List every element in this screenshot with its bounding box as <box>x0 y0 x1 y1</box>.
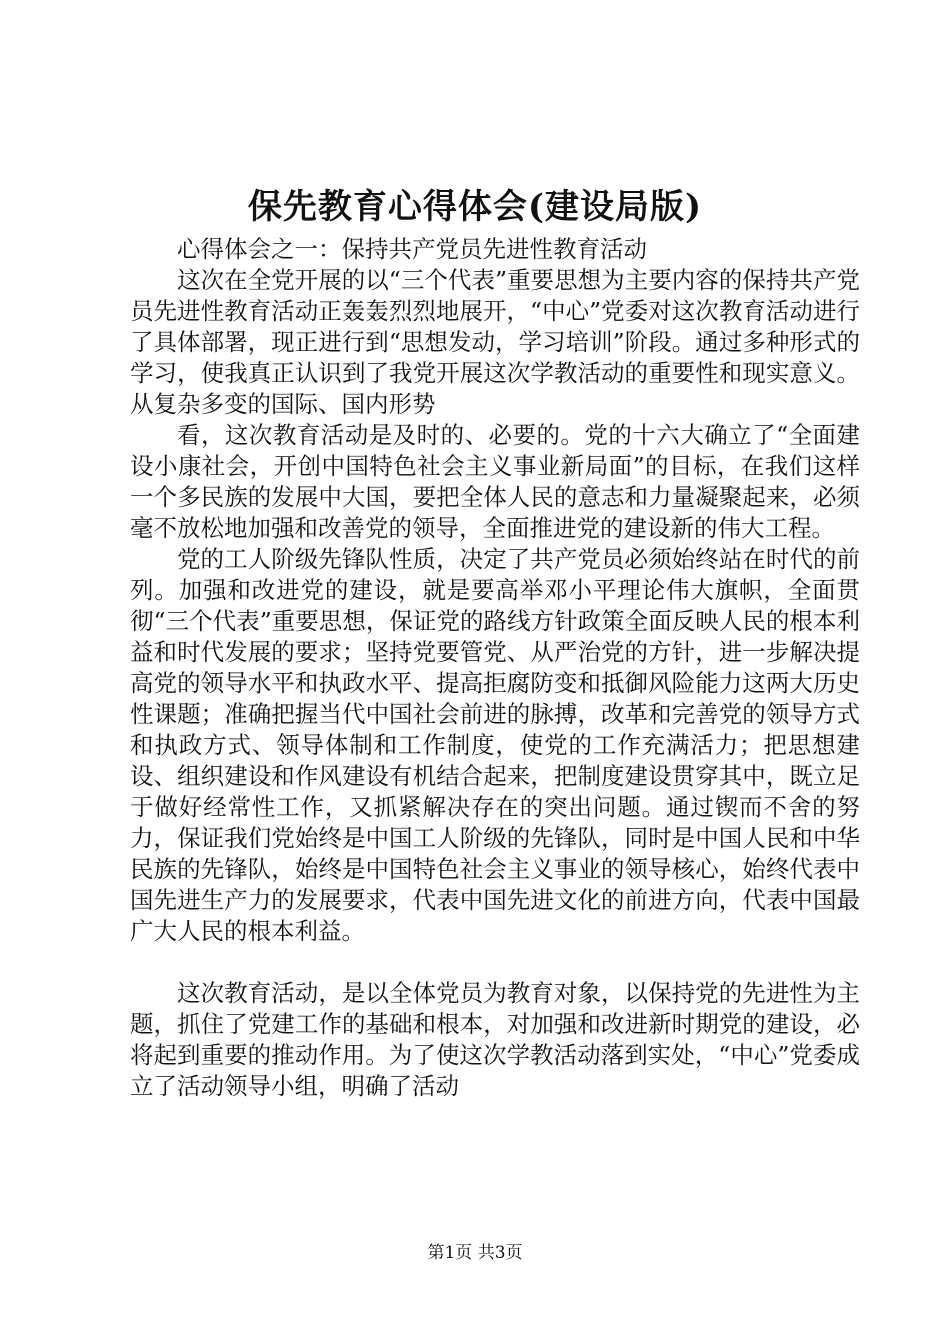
body-paragraph-2: 看，这次教育活动是及时的、必要的。党的十六大确立了“全面建设小康社会，开创中国特色社会主义事业新局面”的目标，在我们这样一个多民族的发展中大国，要把全体人民的意志和力量凝聚起来，必须毫不放松地加强和改善党的领导，全面推进党的建设新的伟大工程。 <box>130 421 860 542</box>
body-paragraph-1: 这次在全党开展的以“三个代表”重要思想为主要内容的保持共产党员先进性教育活动正轰轰烈烈地展开，“中心”党委对这次教育活动进行了具体部署，现正进行到“思想发动，学习培训”阶段。通过多种形式的学习，使我真正认识到了我党开展这次学教活动的重要性和现实意义。从复杂多变的国际、国内形势 <box>130 266 860 418</box>
body-paragraph-3: 党的工人阶级先锋队性质，决定了共产党员必须始终站在时代的前列。加强和改进党的建设，就是要高举邓小平理论伟大旗帜，全面贯彻“三个代表”重要思想，保证党的路线方针政策全面反映人民的根本利益和时代发展的要求；坚持党要管党、从严治党的方针，进一步解决提高党的领导水平和执政水平、提高拒腐防变和抵御风险能力这两大历史性课题；准确把握当代中国社会前进的脉搏，改革和完善党的领导方式和执政方式、领导体制和工作制度，使党的工作充满活力；把思想建设、组织建设和作风建设有机结合起来，把制度建设贯穿其中，既立足于做好经常性工作，又抓紧解决存在的突出问题。通过锲而不舍的努力，保证我们党始终是中国工人阶级的先锋队，同时是中国人民和中华民族的先锋队，始终是中国特色社会主义事业的领导核心，始终代表中国先进生产力的发展要求，代表中国先进文化的前进方向，代表中国最广大人民的根本利益。 <box>130 545 860 945</box>
subtitle-paragraph: 心得体会之一：保持共产党员先进性教育活动 <box>177 235 647 263</box>
body-paragraph-4: 这次教育活动，是以全体党员为教育对象，以保持党的先进性为主题，抓住了党建工作的基础和根本，对加强和改进新时期党的建设，必将起到重要的推动作用。为了使这次学教活动落到实处，“中心”党委成立了活动领导小组，明确了活动 <box>130 979 860 1100</box>
document-title: 保先教育心得体会(建设局版) <box>247 187 703 227</box>
document-body <box>130 234 860 1102</box>
page-footer: 第1页 共3页 <box>427 1243 523 1263</box>
